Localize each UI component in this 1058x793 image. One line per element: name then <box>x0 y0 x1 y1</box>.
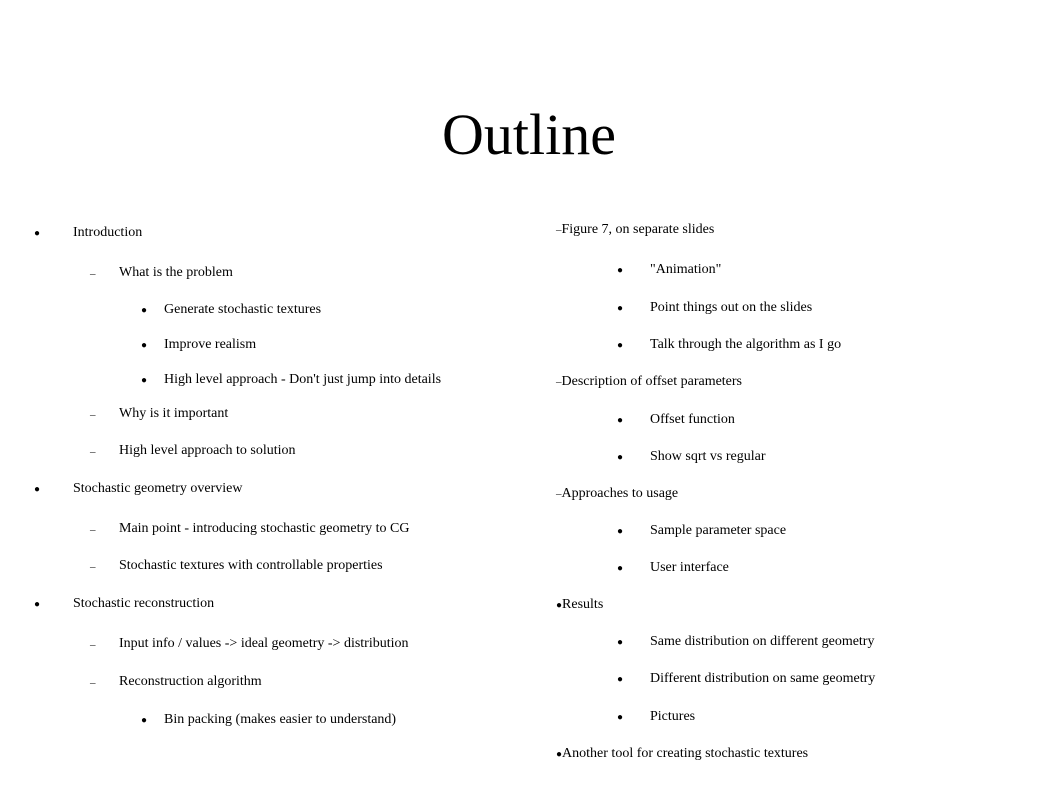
bullet-dot: ● <box>617 303 624 314</box>
outline-subitem-reconstruction-algorithm: Reconstruction algorithm <box>119 674 262 689</box>
outline-subitem-approaches-to-usage <box>556 485 678 503</box>
outline-item-stochastic-reconstruction: Stochastic reconstruction <box>73 596 215 611</box>
outline-detail-user-interface: User interface <box>650 560 729 575</box>
outline-subitem-figure-7-text: Figure 7, on separate slides <box>561 222 715 237</box>
outline-subitem-offset-parameters <box>556 373 742 391</box>
bullet-dot: ● <box>34 228 41 239</box>
outline-item-another-tool-text: Another tool for creating stochastic textures <box>562 746 809 761</box>
bullet-dot: ● <box>141 375 148 386</box>
outline-subitem-what-is-the-problem: What is the problem <box>119 265 233 280</box>
bullet-dash: – <box>90 446 96 458</box>
outline-detail-pictures: Pictures <box>650 709 696 724</box>
bullet-dot: ● <box>617 674 624 685</box>
bullet-dot: ● <box>617 340 624 351</box>
slide-title: Outline <box>442 102 616 167</box>
outline-detail-bin-packing: Bin packing (makes easier to understand) <box>164 712 397 727</box>
bullet-dot: ● <box>556 749 563 760</box>
bullet-dot: ● <box>617 452 624 463</box>
outline-detail-sample-parameter-space: Sample parameter space <box>650 523 787 538</box>
outline-detail-animation: "Animation" <box>650 262 722 277</box>
outline-detail-generate-stochastic-textures: Generate stochastic textures <box>164 302 322 317</box>
bullet-dash: – <box>90 268 96 280</box>
bullet-dash: – <box>90 524 96 536</box>
bullet-dash: – <box>556 376 562 388</box>
bullet-dot: ● <box>617 526 624 537</box>
outline-item-introduction: Introduction <box>73 225 143 240</box>
outline-subitem-offset-parameters-text: Description of offset parameters <box>561 374 743 389</box>
outline-subitem-main-point: Main point - introducing stochastic geometry to CG <box>119 521 410 536</box>
bullet-dot: ● <box>141 305 148 316</box>
outline-detail-same-distribution: Same distribution on different geometry <box>650 634 875 649</box>
outline-item-stochastic-geometry-overview: Stochastic geometry overview <box>73 481 243 496</box>
bullet-dot: ● <box>556 600 563 611</box>
bullet-dash: – <box>90 639 96 651</box>
outline-subitem-input-info: Input info / values -> ideal geometry -> distribution <box>119 636 409 651</box>
bullet-dot: ● <box>617 415 624 426</box>
bullet-dash: – <box>90 561 96 573</box>
bullet-dot: ● <box>34 599 41 610</box>
bullet-dash: – <box>90 677 96 689</box>
bullet-dot: ● <box>34 484 41 495</box>
outline-subitem-why-important: Why is it important <box>119 406 229 421</box>
bullet-dot: ● <box>617 712 624 723</box>
outline-subitem-figure-7 <box>556 221 714 239</box>
outline-item-another-tool <box>556 745 808 764</box>
outline-detail-improve-realism: Improve realism <box>164 337 257 352</box>
bullet-dot: ● <box>617 563 624 574</box>
bullet-dash: – <box>90 409 96 421</box>
bullet-dot: ● <box>141 715 148 726</box>
bullet-dash: – <box>556 224 562 236</box>
outline-detail-offset-function: Offset function <box>650 412 735 427</box>
bullet-dot: ● <box>141 340 148 351</box>
outline-detail-high-level-approach: High level approach - Don't just jump into details <box>164 372 442 387</box>
outline-item-results <box>556 596 603 615</box>
outline-detail-sqrt-vs-regular: Show sqrt vs regular <box>650 449 766 464</box>
bullet-dot: ● <box>617 265 624 276</box>
bullet-dash: – <box>556 488 562 500</box>
bullet-dot: ● <box>617 637 624 648</box>
outline-detail-different-distribution: Different distribution on same geometry <box>650 671 876 686</box>
outline-detail-talk-through-algorithm: Talk through the algorithm as I go <box>650 337 842 352</box>
outline-subitem-controllable-properties: Stochastic textures with controllable properties <box>119 558 383 573</box>
outline-item-results-text: Results <box>562 597 604 612</box>
outline-subitem-approach-to-solution: High level approach to solution <box>119 443 296 458</box>
outline-subitem-approaches-to-usage-text: Approaches to usage <box>561 486 679 501</box>
outline-detail-point-things-out: Point things out on the slides <box>650 300 813 315</box>
